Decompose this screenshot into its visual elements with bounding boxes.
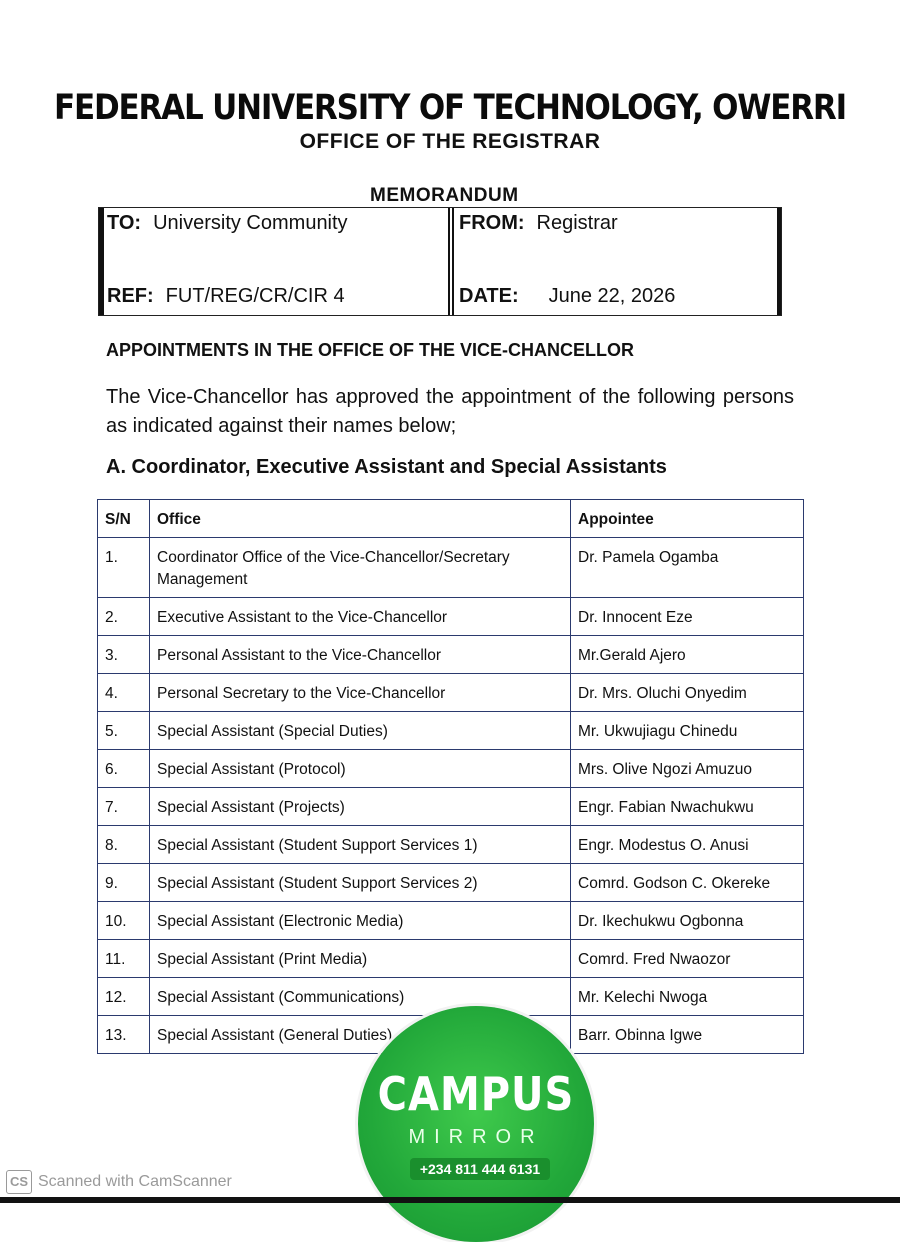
cell-office: Special Assistant (Print Media) — [150, 940, 571, 978]
cell-appointee: Mr. Kelechi Nwoga — [571, 978, 804, 1016]
cell-sn: 1. — [98, 538, 150, 598]
cell-office: Special Assistant (Electronic Media) — [150, 902, 571, 940]
memo-date-value: June 22, 2026 — [548, 285, 676, 307]
cell-sn: 11. — [98, 940, 150, 978]
institution-title: FEDERAL UNIVERSITY OF TECHNOLOGY, OWERRI — [54, 87, 846, 129]
cell-sn: 13. — [98, 1016, 150, 1054]
memo-ref-label: REF: — [107, 285, 154, 307]
memo-from — [459, 212, 618, 235]
camscanner-text: Scanned with CamScanner — [38, 1173, 232, 1190]
intro-paragraph: The Vice-Chancellor has approved the appointment of the following persons as indicated against their names below; — [106, 386, 794, 437]
cell-sn: 3. — [98, 636, 150, 674]
cell-sn: 9. — [98, 864, 150, 902]
memo-header-box — [98, 207, 782, 316]
camscanner-icon: CS — [6, 1170, 32, 1194]
cell-sn: 6. — [98, 750, 150, 788]
campus-mirror-watermark-logo — [358, 1006, 594, 1242]
column-header-appointee: Appointee — [571, 500, 804, 538]
office-subtitle: OFFICE OF THE REGISTRAR — [299, 130, 601, 153]
cell-office: Coordinator Office of the Vice-Chancellor/Secretary Management — [150, 538, 571, 598]
column-header-office: Office — [150, 500, 571, 538]
watermark-brand-bottom: MIRROR — [408, 1126, 544, 1148]
memo-date-label: DATE: — [459, 285, 519, 307]
appointments-table — [97, 499, 804, 1054]
table-row — [98, 598, 804, 636]
cell-appointee: Barr. Obinna Igwe — [571, 1016, 804, 1054]
cell-appointee: Dr. Innocent Eze — [571, 598, 804, 636]
memo-box-divider — [448, 208, 454, 315]
cell-sn: 2. — [98, 598, 150, 636]
table-row — [98, 940, 804, 978]
cell-office: Special Assistant (Student Support Services 1) — [150, 826, 571, 864]
memo-from-label: FROM: — [459, 212, 525, 234]
memo-box-left-rule — [99, 208, 104, 315]
cell-sn: 12. — [98, 978, 150, 1016]
table-header-row — [98, 500, 804, 538]
memo-ref-value: FUT/REG/CR/CIR 4 — [165, 285, 345, 307]
cell-appointee: Dr. Mrs. Oluchi Onyedim — [571, 674, 804, 712]
table-row — [98, 902, 804, 940]
cell-appointee: Comrd. Fred Nwaozor — [571, 940, 804, 978]
cell-appointee: Dr. Ikechukwu Ogbonna — [571, 902, 804, 940]
table-row — [98, 826, 804, 864]
memo-label: MEMORANDUM — [370, 185, 519, 206]
cell-sn: 4. — [98, 674, 150, 712]
memo-ref — [107, 285, 345, 308]
memo-to-label: TO: — [107, 212, 142, 234]
section-a-heading: A. Coordinator, Executive Assistant and Special Assistants — [106, 456, 667, 478]
cell-sn: 7. — [98, 788, 150, 826]
cell-appointee: Mrs. Olive Ngozi Amuzuo — [571, 750, 804, 788]
cell-office: Special Assistant (Student Support Services 2) — [150, 864, 571, 902]
cell-office: Special Assistant (Communications) — [150, 978, 571, 1016]
table-row — [98, 788, 804, 826]
table-row — [98, 636, 804, 674]
table-row — [98, 712, 804, 750]
camscanner-footer — [6, 1170, 232, 1194]
cell-office: Executive Assistant to the Vice-Chancellor — [150, 598, 571, 636]
watermark-brand-top: CAMPUS — [377, 1068, 575, 1122]
memo-to — [107, 212, 348, 235]
cell-appointee: Dr. Pamela Ogamba — [571, 538, 804, 598]
cell-appointee: Mr.Gerald Ajero — [571, 636, 804, 674]
cell-appointee: Engr. Modestus O. Anusi — [571, 826, 804, 864]
table-row — [98, 674, 804, 712]
cell-appointee: Comrd. Godson C. Okereke — [571, 864, 804, 902]
cell-appointee: Engr. Fabian Nwachukwu — [571, 788, 804, 826]
cell-appointee: Mr. Ukwujiagu Chinedu — [571, 712, 804, 750]
memo-box-right-rule — [777, 208, 781, 315]
column-header-sn: S/N — [98, 500, 150, 538]
cell-sn: 8. — [98, 826, 150, 864]
table-row — [98, 538, 804, 598]
watermark-phone: +234 811 444 6131 — [410, 1158, 550, 1180]
memo-from-value: Registrar — [536, 212, 618, 234]
memo-to-value: University Community — [153, 212, 348, 234]
cell-office: Special Assistant (Protocol) — [150, 750, 571, 788]
cell-sn: 5. — [98, 712, 150, 750]
table-row — [98, 750, 804, 788]
cell-sn: 10. — [98, 902, 150, 940]
bottom-edge-rule — [0, 1197, 900, 1203]
memo-subject-heading: APPOINTMENTS IN THE OFFICE OF THE VICE-CHANCELLOR — [106, 340, 635, 360]
cell-office: Special Assistant (Special Duties) — [150, 712, 571, 750]
cell-office: Special Assistant (Projects) — [150, 788, 571, 826]
cell-office: Personal Assistant to the Vice-Chancellor — [150, 636, 571, 674]
memo-date — [459, 285, 675, 308]
table-row — [98, 864, 804, 902]
cell-office: Personal Secretary to the Vice-Chancellor — [150, 674, 571, 712]
cell-office: Special Assistant (General Duties) — [150, 1016, 571, 1054]
